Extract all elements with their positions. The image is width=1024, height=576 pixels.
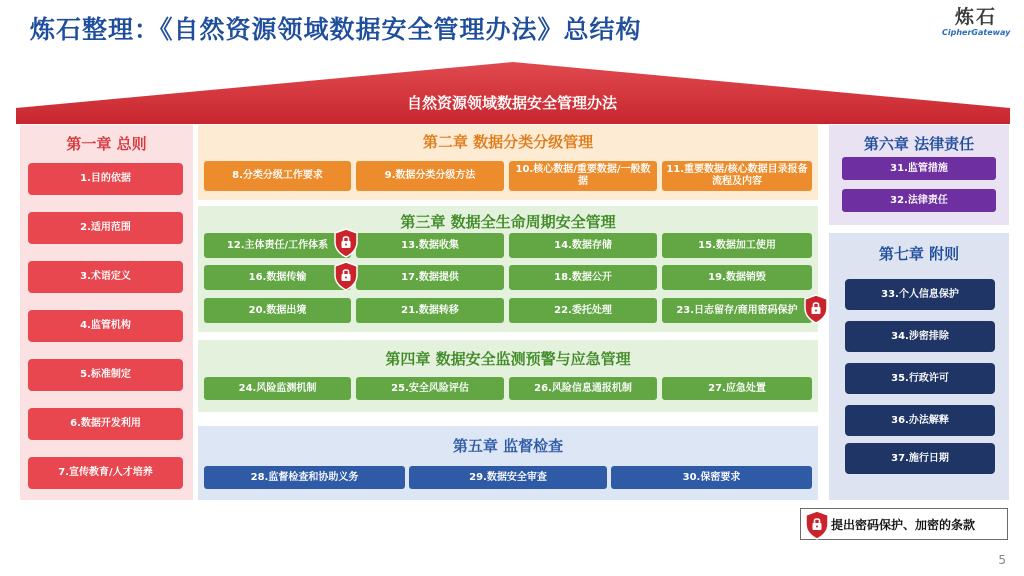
chapter7-title: 第七章 附则 <box>878 245 960 263</box>
ch7-item[interactable]: 33.个人信息保护 <box>845 279 995 310</box>
ch7-item[interactable]: 37.施行日期 <box>845 443 995 474</box>
ch1-item[interactable]: 6.数据开发利用 <box>28 408 183 440</box>
ch4-item[interactable]: 26.风险信息通报机制 <box>509 377 657 400</box>
ch2-item[interactable]: 9.数据分类分级方法 <box>356 161 504 191</box>
ch7-item[interactable]: 36.办法解释 <box>845 405 995 436</box>
logo <box>942 6 1010 38</box>
ch2-item[interactable]: 8.分类分级工作要求 <box>204 161 351 191</box>
ch3-item[interactable]: 19.数据销毁 <box>662 265 812 290</box>
ch2-item[interactable]: 10.核心数据/重要数据/一般数据 <box>509 161 657 191</box>
ch4-item[interactable]: 24.风险监测机制 <box>204 377 351 400</box>
chapter6-title: 第六章 法律责任 <box>863 135 975 153</box>
ch7-item[interactable]: 35.行政许可 <box>845 363 995 394</box>
ch3-item[interactable]: 15.数据加工使用 <box>662 233 812 258</box>
ch3-item[interactable]: 23.日志留存/商用密码保护 <box>662 298 812 323</box>
ch1-item[interactable]: 4.监管机构 <box>28 310 183 342</box>
ch3-item[interactable]: 14.数据存储 <box>509 233 657 258</box>
roof-label: 自然资源领域数据安全管理办法 <box>406 94 617 112</box>
chapter2-title: 第二章 数据分类分级管理 <box>422 133 594 151</box>
ch5-item[interactable]: 29.数据安全审查 <box>409 466 607 489</box>
ch3-item[interactable]: 18.数据公开 <box>509 265 657 290</box>
ch3-item[interactable]: 12.主体责任/工作体系 <box>204 233 351 258</box>
ch4-item[interactable]: 27.应急处置 <box>662 377 812 400</box>
chapter2-panel <box>198 125 818 200</box>
lock-shield-icon <box>803 294 829 324</box>
ch1-item[interactable]: 7.宣传教育/人才培养 <box>28 457 183 489</box>
logo-cn: 炼石 <box>954 6 997 28</box>
ch1-item[interactable]: 2.适用范围 <box>28 212 183 244</box>
chapter5-title: 第五章 监督检查 <box>452 437 564 455</box>
page-title: 炼石整理：《自然资源领域数据安全管理办法》总结构 <box>30 15 642 44</box>
lock-shield-icon <box>333 228 359 258</box>
ch3-item[interactable]: 21.数据转移 <box>356 298 504 323</box>
ch3-item[interactable]: 22.委托处理 <box>509 298 657 323</box>
ch3-item[interactable]: 13.数据收集 <box>356 233 504 258</box>
ch3-item[interactable]: 17.数据提供 <box>356 265 504 290</box>
lock-shield-icon <box>333 261 359 291</box>
ch6-item[interactable]: 32.法律责任 <box>842 189 996 212</box>
lock-shield-icon <box>804 510 830 540</box>
chapter4-panel <box>198 340 818 412</box>
ch1-item[interactable]: 1.目的依据 <box>28 163 183 195</box>
chapter3-title: 第三章 数据全生命周期安全管理 <box>400 213 616 231</box>
chapter4-title: 第四章 数据安全监测预警与应急管理 <box>385 350 631 368</box>
ch2-item[interactable]: 11.重要数据/核心数据目录报备流程及内容 <box>662 161 812 191</box>
legend <box>800 508 1008 540</box>
logo-en: CipherGateway <box>942 28 1011 37</box>
ch4-item[interactable]: 25.安全风险评估 <box>356 377 504 400</box>
chapter1-panel <box>20 125 193 500</box>
ch6-item[interactable]: 31.监管措施 <box>842 157 996 180</box>
ch3-item[interactable]: 20.数据出境 <box>204 298 351 323</box>
page-number: 5 <box>998 553 1006 567</box>
legend-text: 提出密码保护、加密的条款 <box>831 518 976 532</box>
ch1-item[interactable]: 3.术语定义 <box>28 261 183 293</box>
chapter1-title: 第一章 总则 <box>66 135 147 153</box>
chapter5-panel <box>198 426 818 500</box>
ch3-item[interactable]: 16.数据传输 <box>204 265 351 290</box>
ch1-item[interactable]: 5.标准制定 <box>28 359 183 391</box>
ch5-item[interactable]: 28.监督检查和协助义务 <box>204 466 405 489</box>
chapter6-panel <box>829 125 1009 225</box>
chapter3-panel <box>198 206 818 332</box>
ch5-item[interactable]: 30.保密要求 <box>611 466 812 489</box>
ch7-item[interactable]: 34.涉密排除 <box>845 321 995 352</box>
chapter7-panel <box>829 233 1009 500</box>
